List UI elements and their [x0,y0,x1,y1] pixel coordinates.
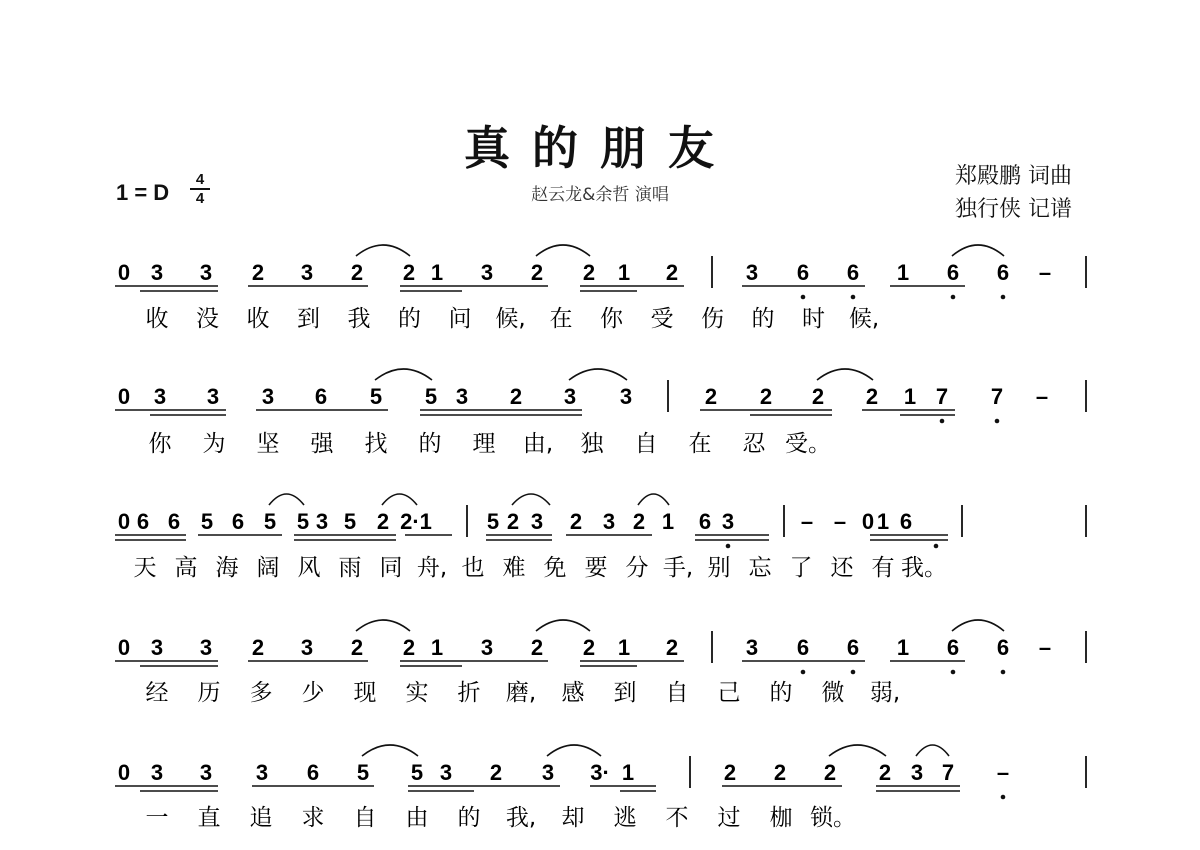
lyric-syllable: 理 [472,431,496,457]
note: 3 [480,260,494,285]
lyric-syllable: 还 [830,555,854,581]
note: 2 [402,260,416,285]
note: – [1038,635,1052,660]
lyricist-composer-credit: 郑殿鹏 词曲 [955,164,1072,189]
note: 5 [424,384,438,409]
slur [536,620,590,631]
lyric-syllable: 没 [196,306,219,332]
note: 6 [946,635,960,660]
octave-dot [940,419,945,424]
note: 0 [117,509,131,534]
note: 3 [745,635,759,660]
slur [817,369,873,380]
lyric-syllable: 到 [613,680,637,706]
note: 5 [343,509,357,534]
note: 3 [199,260,213,285]
note: 2 [350,260,364,285]
octave-dot [801,295,806,300]
lyric-syllable: 感 [561,680,585,706]
lyric-syllable: 枷 [769,805,793,831]
slur [569,369,627,380]
note: 7 [935,384,949,409]
note: – [800,509,814,534]
note: 1 [617,260,631,285]
lyric-syllable: 天 [133,555,157,581]
time-signature-top: 4 [195,171,205,188]
note: 2 [530,260,544,285]
octave-dot [851,670,856,675]
note: 3 [619,384,633,409]
note: 3 [721,509,735,534]
lyric-syllable: 的 [418,431,442,457]
lyric-syllable: 折 [457,680,481,706]
note: 2 [582,260,596,285]
note: – [1035,384,1049,409]
lyric-syllable: 由 [405,805,429,831]
note: 7 [941,760,955,785]
lyric-syllable: 强 [310,431,334,457]
note: 3 [153,384,167,409]
note: 3 [150,635,164,660]
note: 5 [200,509,214,534]
lyric-syllable: 自 [634,431,658,457]
note: 1 [903,384,917,409]
lyric-syllable: 坚 [256,431,280,457]
note: 2 [723,760,737,785]
lyric-syllable: 逃 [613,805,637,831]
note: 1 [621,760,635,785]
note: 6 [136,509,150,534]
lyric-syllable: 也 [461,555,485,581]
note: 6 [306,760,320,785]
note: 1 [430,635,444,660]
note: 6 [899,509,913,534]
note: 2 [773,760,787,785]
note: 7 [990,384,1004,409]
slur [547,745,601,756]
note: 6 [996,635,1010,660]
lyric-syllable: 分 [625,555,649,581]
slur [362,745,418,756]
lyric-syllable: 受 [650,306,674,332]
note: 2 [251,260,265,285]
note: 3 [261,384,275,409]
note: 0 [861,509,875,534]
lyric-syllable: 自 [665,680,689,706]
lyric-syllable: 要 [584,555,608,581]
note: 1 [617,635,631,660]
note: 2 [350,635,364,660]
slur [952,620,1004,631]
note: 2 [632,509,646,534]
lyric-syllable: 受。 [785,431,831,457]
lyric-syllable: 候, [495,306,526,332]
lyric-syllable: 直 [197,805,221,831]
octave-dot [1001,295,1006,300]
lyric-syllable: 你 [148,431,172,457]
note: 5 [296,509,310,534]
lyric-syllable: 忘 [748,555,772,581]
lyric-syllable: 独 [580,431,604,457]
note: 0 [117,260,131,285]
note: 3 [199,760,213,785]
lyric-syllable: 追 [249,805,273,831]
note: 2 [402,635,416,660]
lyric-syllable: 磨, [505,680,537,706]
lyric-syllable: 有 [871,555,895,581]
lyric-syllable: 你 [600,306,623,332]
note: 1 [876,509,890,534]
note: 3 [300,260,314,285]
note: 2 [582,635,596,660]
time-signature-bottom: 4 [195,190,205,207]
lyric-syllable: 免 [543,555,567,581]
note: 6 [996,260,1010,285]
note: 3 [745,260,759,285]
lyric-syllable: 收 [246,306,270,332]
note: 3 [300,635,314,660]
note: 2 [376,509,390,534]
note: 6 [167,509,181,534]
lyric-syllable: 找 [364,431,388,457]
lyric-syllable: 的 [751,306,775,332]
note: 2 [878,760,892,785]
note: 6 [946,260,960,285]
note: 5 [410,760,424,785]
note: – [833,509,847,534]
lyric-syllable: 经 [145,680,169,706]
note: 5 [369,384,383,409]
lyric-syllable: 却 [561,805,585,831]
note: 3 [455,384,469,409]
song-title: 真的朋友 [464,121,736,175]
lyric-syllable: 自 [353,805,377,831]
lyric-syllable: 伤 [701,306,724,332]
note: 3 [150,260,164,285]
lyric-syllable: 在 [688,431,712,457]
note: 1 [896,260,910,285]
lyric-syllable: 一 [145,805,169,831]
note: 1 [896,635,910,660]
note: 3 [315,509,329,534]
lyric-syllable: 手, [662,555,694,581]
slur [382,494,417,505]
octave-dot [934,544,939,549]
note: 3 [199,635,213,660]
lyric-syllable: 的 [398,306,421,332]
note: 2 [823,760,837,785]
note: 5 [263,509,277,534]
lyric-syllable: 别 [707,555,731,581]
note: 6 [231,509,245,534]
slur [638,494,669,505]
transcriber-credit: 独行侠 记谱 [955,197,1072,222]
note: 3 [255,760,269,785]
octave-dot [951,670,956,675]
note: 2 [530,635,544,660]
lyric-syllable: 少 [301,680,325,706]
note: 3 [602,509,616,534]
lyric-syllable: 多 [249,680,273,706]
lyric-syllable: 了 [789,555,813,581]
lyric-syllable: 雨 [338,555,362,581]
note: 2 [665,635,679,660]
slur [952,245,1004,256]
lyric-syllable: 风 [297,555,321,581]
note: 0 [117,760,131,785]
lyric-syllable: 锁。 [810,805,856,831]
slur [829,745,886,756]
slur [536,245,590,256]
lyric-syllable: 问 [448,306,472,332]
lyric-syllable: 为 [202,431,226,457]
lyric-syllable: 弱, [869,680,901,706]
note: 1 [430,260,444,285]
lyric-syllable: 时 [802,306,825,332]
note: 6 [846,635,860,660]
note: 2 [665,260,679,285]
lyric-syllable: 候, [848,306,880,332]
slur [269,494,304,505]
lyric-syllable: 海 [215,555,239,581]
note: 1 [661,509,675,534]
note: 2 [759,384,773,409]
lyric-syllable: 微 [821,680,845,706]
lyric-syllable: 己 [717,680,741,706]
note: 2·1 [400,509,432,534]
lyric-syllable: 我, [505,805,537,831]
note: 5 [486,509,500,534]
lyric-syllable: 我 [347,306,371,332]
note: 2 [509,384,523,409]
key-signature: 1 = D [116,180,170,205]
slur [356,245,410,256]
note: 3 [910,760,924,785]
lyric-syllable: 求 [301,805,325,831]
slur [512,494,550,505]
slur [375,369,432,380]
note: 3 [530,509,544,534]
note: – [996,760,1010,785]
note: 3 [439,760,453,785]
lyric-syllable: 现 [353,680,377,706]
octave-dot [951,295,956,300]
lyric-syllable: 由, [522,431,554,457]
octave-dot [726,544,731,549]
note: 6 [846,260,860,285]
lyric-syllable: 的 [769,680,793,706]
lyric-syllable: 收 [145,306,169,332]
lyric-syllable: 高 [174,555,198,581]
note: 2 [489,760,503,785]
octave-dot [801,670,806,675]
note: 0 [117,384,131,409]
note: 2 [704,384,718,409]
note: 3 [150,760,164,785]
lyric-syllable: 阔 [256,555,280,581]
note: – [1038,260,1052,285]
singers-credit: 赵云龙&余哲 演唱 [531,185,669,205]
note: 3 [563,384,577,409]
note: 3 [206,384,220,409]
note: 6 [796,635,810,660]
lyric-syllable: 在 [549,306,573,332]
note: 3 [480,635,494,660]
lyric-syllable: 实 [405,680,429,706]
octave-dot [1001,795,1006,800]
note: 6 [698,509,712,534]
note: 2 [251,635,265,660]
note: 2 [811,384,825,409]
lyric-syllable: 舟, [416,555,448,581]
note: 6 [796,260,810,285]
slur [916,745,949,756]
note: 5 [356,760,370,785]
note: 2 [865,384,879,409]
lyric-syllable: 到 [297,306,320,332]
lyric-syllable: 不 [665,805,689,831]
octave-dot [851,295,856,300]
note: 6 [314,384,328,409]
lyric-syllable: 忍 [742,431,766,457]
lyric-syllable: 过 [717,805,741,831]
note: 2 [569,509,583,534]
note: 3· [590,760,610,785]
note: 2 [506,509,520,534]
note: 3 [541,760,555,785]
octave-dot [1001,670,1006,675]
lyric-syllable: 历 [197,680,221,706]
slur [356,620,410,631]
lyric-syllable: 难 [502,555,526,581]
lyric-syllable: 的 [457,805,481,831]
octave-dot [995,419,1000,424]
note: 0 [117,635,131,660]
lyric-syllable: 同 [379,555,403,581]
lyric-syllable: 我。 [901,555,947,581]
